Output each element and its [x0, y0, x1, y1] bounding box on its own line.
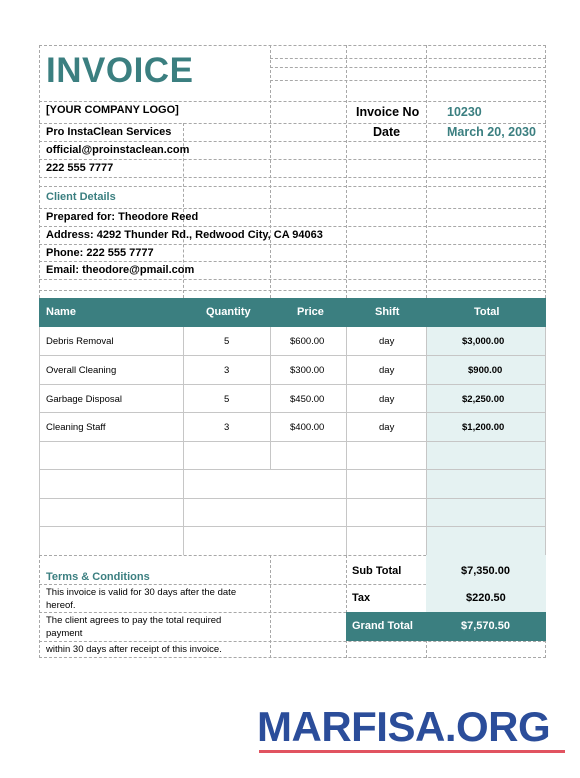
row-shift: day	[379, 336, 395, 347]
row-total: $1,200.00	[462, 422, 505, 433]
terms-line-1: This invoice is valid for 30 days after the date	[46, 587, 237, 598]
row-name: Cleaning Staff	[46, 422, 106, 433]
invoice-number: 10230	[447, 105, 482, 119]
row-price: $600.00	[290, 336, 325, 347]
grand-total-row	[346, 612, 546, 641]
row-quantity: 5	[224, 394, 230, 405]
row-total: $900.00	[468, 365, 503, 376]
terms-line-3: The client agrees to pay the total required	[46, 615, 222, 626]
subtotal-value: $7,350.00	[461, 565, 510, 577]
row-shift: day	[379, 394, 395, 405]
table-header-row	[39, 298, 546, 327]
header-name: Name	[46, 306, 76, 318]
marfisa-logo-text: MARFISA.ORG	[257, 703, 551, 750]
row-quantity: 3	[224, 422, 230, 433]
company-phone: 222 555 7777	[46, 162, 114, 174]
client-phone: Phone: 222 555 7777	[46, 247, 154, 259]
row-shift: day	[379, 365, 395, 376]
row-price: $450.00	[290, 394, 325, 405]
terms-line-2: hereof.	[46, 600, 76, 611]
row-name: Garbage Disposal	[46, 394, 123, 405]
company-name: Pro InstaClean Services	[46, 126, 172, 138]
row-name: Overall Cleaning	[46, 365, 117, 376]
client-details-heading: Client Details	[46, 191, 116, 203]
row-name: Debris Removal	[46, 336, 114, 347]
company-logo-placeholder: [YOUR COMPANY LOGO]	[46, 104, 179, 116]
subtotal-label: Sub Total	[352, 565, 402, 577]
terms-line-4: payment	[46, 628, 83, 639]
terms-line-5: within 30 days after receipt of this invoice.	[46, 644, 222, 655]
client-prepared-for: Prepared for: Theodore Reed	[46, 211, 199, 223]
date-label: Date	[373, 125, 401, 139]
row-price: $300.00	[290, 365, 325, 376]
invoice-no-label: Invoice No	[356, 105, 420, 119]
row-total: $2,250.00	[462, 394, 505, 405]
terms-heading: Terms & Conditions	[46, 571, 150, 583]
header-total: Total	[474, 306, 500, 318]
invoice-sheet	[39, 45, 546, 658]
invoice-date: March 20, 2030	[447, 125, 536, 139]
header-quantity: Quantity	[206, 306, 251, 318]
client-email: Email: theodore@pmail.com	[46, 264, 195, 276]
header-shift: Shift	[375, 306, 400, 318]
header-price: Price	[297, 306, 324, 318]
company-email: official@proinstaclean.com	[46, 144, 190, 156]
marfisa-logo	[257, 703, 570, 755]
row-quantity: 3	[224, 365, 230, 376]
marfisa-logo-underline	[259, 750, 565, 753]
grand-total-label: Grand Total	[352, 620, 413, 632]
tax-value: $220.50	[466, 592, 506, 604]
client-address: Address: 4292 Thunder Rd., Redwood City, CA 94063	[46, 229, 323, 241]
row-shift: day	[379, 422, 395, 433]
row-quantity: 5	[224, 336, 230, 347]
row-price: $400.00	[290, 422, 325, 433]
tax-label: Tax	[352, 592, 371, 604]
row-total: $3,000.00	[462, 336, 505, 347]
grand-total-value: $7,570.50	[461, 620, 510, 632]
invoice-title: INVOICE	[46, 51, 194, 90]
